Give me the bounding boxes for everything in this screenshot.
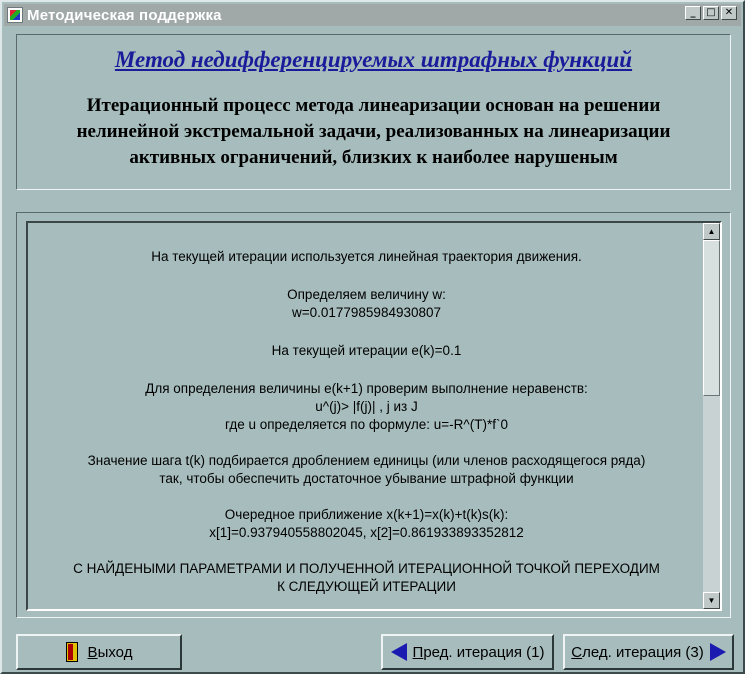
memo-line: где u определяется по формуле: u=-R^(T)*f`0	[225, 417, 508, 432]
scroll-down-button[interactable]: ▼	[703, 592, 720, 609]
memo-line: x[1]=0.937940558802045, x[2]=0.861933893352812	[209, 525, 524, 540]
header-panel	[16, 34, 731, 190]
prev-iteration-button[interactable]	[381, 634, 554, 670]
memo-line: На текущей итерации используется линейная траектория движения.	[151, 249, 582, 264]
description-line: нелинейной экстремальной задачи, реализованных на линеаризации	[76, 121, 671, 142]
exit-button[interactable]	[16, 634, 182, 670]
next-iteration-button[interactable]	[563, 634, 734, 670]
vertical-scrollbar[interactable]	[703, 223, 720, 609]
memo-line: С НАЙДЕНЫМИ ПАРАМЕТРАМИ И ПОЛУЧЕННОЙ ИТЕРАЦИОННОЙ ТОЧКОЙ ПЕРЕХОДИМ	[73, 561, 660, 576]
prev-iteration-label: Пред. итерация (1)	[412, 643, 545, 661]
left-arrow-icon	[391, 643, 407, 661]
memo-line: Очередное приближение x(k+1)=x(k)+t(k)s(k):	[224, 507, 509, 522]
method-description	[37, 93, 710, 171]
title-bar[interactable]	[4, 4, 741, 26]
app-icon[interactable]	[7, 7, 23, 23]
memo-line: Для определения величины e(k+1) проверим выполнение неравенств:	[145, 381, 588, 396]
description-line: Итерационный процесс метода линеаризации основан на решении	[86, 95, 661, 116]
description-line: активных ограничений, близких к наиболее нарушеным	[129, 147, 618, 168]
window-controls	[683, 6, 737, 20]
memo-line: К СЛЕДУЮЩЕЙ ИТЕРАЦИИ	[277, 579, 456, 594]
memo-text	[28, 223, 705, 609]
memo-line: w=0.0177985984930807	[291, 305, 442, 320]
memo-line: так, чтобы обеспечить достаточное убывание штрафной функции	[159, 471, 574, 486]
scroll-thumb[interactable]	[703, 240, 720, 396]
right-arrow-icon	[710, 643, 726, 661]
window-title: Методическая поддержка	[27, 6, 222, 24]
memo-line: u^(j)> |f(j)| , j из J	[315, 399, 418, 414]
minimize-button[interactable]: _	[685, 6, 701, 20]
exit-label: Выход	[87, 643, 133, 661]
maximize-button[interactable]: □	[703, 6, 719, 20]
door-icon	[66, 642, 78, 662]
content-panel	[16, 212, 731, 618]
memo-line: На текущей итерации e(k)=0.1	[271, 343, 462, 358]
next-iteration-label: След. итерация (3)	[571, 643, 704, 661]
close-button[interactable]: ✕	[721, 6, 737, 20]
scroll-up-button[interactable]: ▲	[703, 223, 720, 240]
memo-line: Значение шага t(k) подбирается дроблением единицы (или членов расходящегося ряда)	[87, 453, 646, 468]
memo-line: Определяем величину w:	[287, 287, 446, 302]
iteration-log-memo[interactable]	[26, 221, 722, 611]
method-heading: Метод недифференцируемых штрафных функций	[114, 47, 633, 72]
